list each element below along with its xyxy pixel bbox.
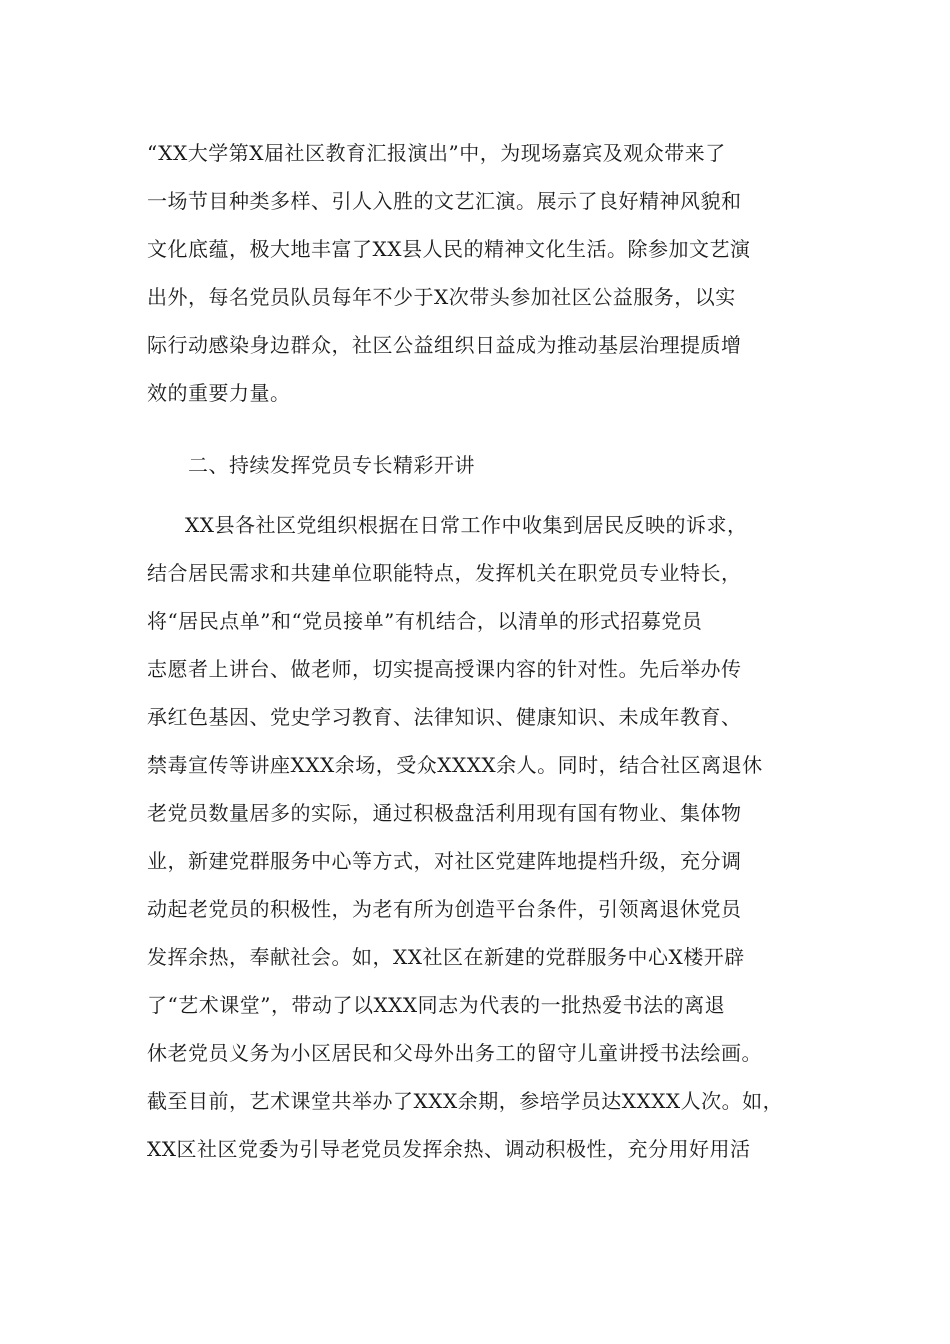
section-heading: 二、持续发挥党员专长精彩开讲 [188, 453, 475, 477]
text-line: 将“居民点单”和“党员接单”有机结合，以清单的形式招募党员 [147, 609, 703, 633]
text-line: 志愿者上讲台、做老师，切实提高授课内容的针对性。先后举办传 [147, 657, 742, 681]
text-line: 禁毒宣传等讲座XXX余场，受众XXXX余人。同时，结合社区离退休 [147, 753, 763, 777]
text-line: 一场节目种类多样、引人入胜的文艺汇演。展示了良好精神风貌和 [147, 189, 742, 213]
text-line: 了“艺术课堂”，带动了以XXX同志为代表的一批热爱书法的离退 [147, 993, 726, 1017]
text-line: 文化底蕴，极大地丰富了XX县人民的精神文化生活。除参加文艺演 [147, 237, 751, 261]
text-line: 效的重要力量。 [147, 381, 291, 405]
text-line: XX区社区党委为引导老党员发挥余热、调动积极性，充分用好用活 [147, 1137, 751, 1161]
paragraph-continuation [147, 129, 807, 417]
text-line: 业，新建党群服务中心等方式，对社区党建阵地提档升级，充分调 [147, 849, 742, 873]
text-line: 发挥余热，奉献社会。如，XX社区在新建的党群服务中心X楼开辟 [147, 945, 745, 969]
text-line: 际行动感染身边群众，社区公益组织日益成为推动基层治理提质增 [147, 333, 742, 357]
text-line: 结合居民需求和共建单位职能特点，发挥机关在职党员专业特长， [147, 561, 742, 585]
text-line: 老党员数量居多的实际，通过积极盘活利用现有国有物业、集体物 [147, 801, 742, 825]
text-line: “XX大学第X届社区教育汇报演出”中，为现场嘉宾及观众带来了 [147, 141, 726, 165]
text-line: 出外，每名党员队员每年不少于X次带头参加社区公益服务，以实 [147, 285, 736, 309]
paragraph-body [147, 501, 807, 1173]
text-line: 动起老党员的积极性，为老有所为创造平台条件，引领离退休党员 [147, 897, 742, 921]
text-line: 休老党员义务为小区居民和父母外出务工的留守儿童讲授书法绘画。 [147, 1041, 762, 1065]
text-line: 承红色基因、党史学习教育、法律知识、健康知识、未成年教育、 [147, 705, 742, 729]
text-line: 截至目前，艺术课堂共举办了XXX余期，参培学员达XXXX人次。如， [147, 1089, 784, 1113]
text-line: XX县各社区党组织根据在日常工作中收集到居民反映的诉求， [185, 513, 748, 537]
